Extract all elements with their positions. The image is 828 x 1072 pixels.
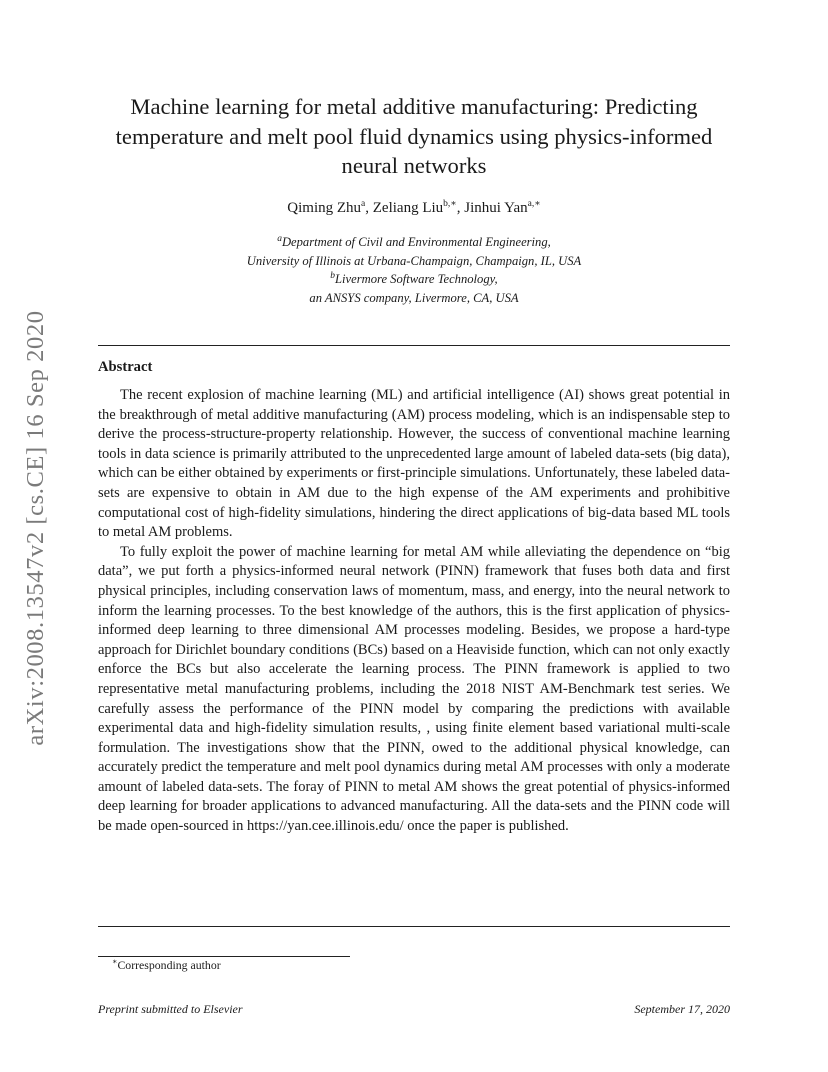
author-name: Jinhui Yan — [464, 200, 528, 216]
affiliation-line — [98, 252, 730, 271]
preprint-date: September 17, 2020 — [634, 1002, 730, 1016]
affiliation-line — [98, 289, 730, 308]
affiliation-line — [98, 233, 730, 252]
author-name: Qiming Zhu — [287, 200, 362, 216]
author-list: Qiming Zhu$^a$, Zeliang Liu$^{b,∗}$, Jinhui Yan$^{a,∗}$ — [287, 199, 541, 216]
paper-title: Machine learning for metal additive manufacturing: Predicting temperature and melt pool fluid dynamics using physics-informed neural networks — [115, 94, 713, 178]
affiliation-text: University of Illinois at Urbana-Champaign, Champaign, IL, USA — [246, 253, 582, 268]
abstract-body — [98, 386, 730, 837]
footnote — [98, 958, 221, 973]
footnote-mark: ∗ — [112, 957, 118, 967]
abstract-paragraph: To fully exploit the power of machine learning for metal AM while alleviating the dependence on “big data”, we put forth a physics-informed neural network (PINN) framework that fuses both data and first physical principles, including conservation laws of momentum, mass, and energy, into the neural network to inform the learning processes. To the best knowledge of the authors, this is the first application of physics-informed deep learning to three dimensional AM processes modeling. Besides, we propose a hard-type approach for Dirichlet boundary conditions (BCs) based on a Heaviside function, which can not only exactly enforce the BCs but also accelerate the learning process. The PINN framework is applied to two representative metal manufacturing problems, including the 2018 NIST AM-Benchmark test series. We carefully assess the performance of the PINN model by comparing the predictions with available experimental data and high-fidelity simulation results, , using finite element based variational multi-scale formulation. The investigations show that the PINN, owed to the additional physical knowledge, can accurately predict the temperature and melt pool dynamics during metal AM processes with only a moderate amount of labeled data-sets. The foray of PINN to metal AM shows the great potential of physics-informed deep learning for broader applications to advanced manufacturing. All the data-sets and the PINN code will be made open-sourced in https://yan.cee.illinois.edu/ once the paper is published. — [98, 543, 730, 835]
affiliation-list — [98, 233, 730, 307]
affiliation-mark: b — [330, 271, 336, 281]
preprint-note: Preprint submitted to Elsevier — [98, 1002, 243, 1016]
author-name: Zeliang Liu — [372, 200, 444, 216]
author-affil-mark: b,∗ — [443, 199, 457, 209]
abstract-paragraph: The recent explosion of machine learning (ML) and artificial intelligence (AI) shows great potential in the breakthrough of metal additive manufacturing (AM) process modeling, which is an indispensable step to derive the process-structure-property relationship. However, the success of conventional machine learning tools in data science is primarily attributed to the unprecedented large amount of labeled data-sets (big data), which can be either obtained by experiments or first-principle simulations. Unfortunately, these labeled data-sets are expensive to obtain in AM due to the high expense of the AM experiments and prohibitive computational cost of high-fidelity simulations, hindering the direct applications of big-data based ML tools to metal AM problems. — [98, 387, 730, 541]
author-affil-mark: a — [361, 199, 366, 209]
abstract-heading: Abstract — [98, 359, 153, 375]
arxiv-identifier: arXiv:2008.13547v2 [cs.CE] 16 Sep 2020 — [22, 310, 49, 746]
affiliation-text: Department of Civil and Environmental Engineering, — [281, 235, 551, 249]
abstract-top-rule — [98, 345, 730, 346]
author-affil-mark: a,∗ — [527, 199, 541, 209]
affiliation-text: an ANSYS company, Livermore, CA, USA — [309, 290, 519, 305]
affiliation-text: Livermore Software Technology, — [335, 272, 498, 287]
abstract-bottom-rule — [98, 926, 730, 927]
affiliation-line — [98, 270, 730, 289]
footnote-text: Corresponding author — [117, 958, 221, 972]
footnote-rule — [98, 956, 350, 957]
affiliation-mark: a — [277, 233, 282, 244]
